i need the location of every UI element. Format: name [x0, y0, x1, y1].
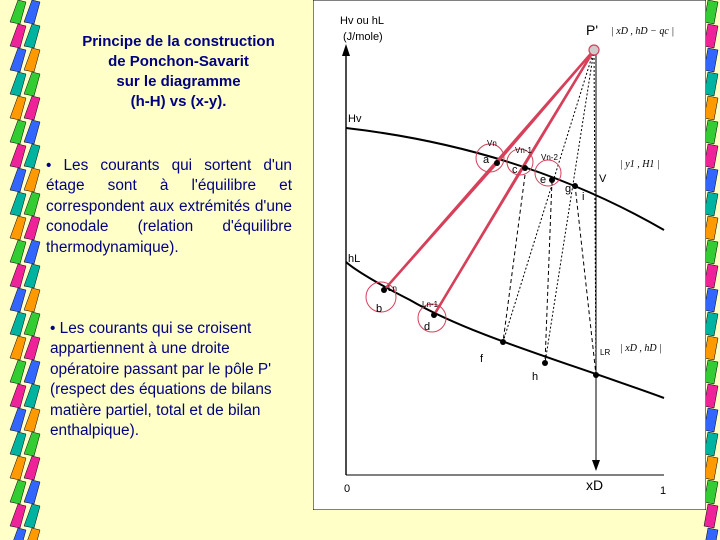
- title-line: de Ponchon-Savarit: [108, 53, 249, 70]
- hv-label: Hv: [348, 113, 362, 125]
- ribbon-tile: [10, 504, 26, 528]
- point-l: [593, 372, 599, 378]
- pole-coords: | xD , hD − qc |: [611, 26, 675, 37]
- ribbon-tile: [24, 312, 40, 336]
- ribbon-tile: [24, 240, 40, 264]
- point-h: [542, 360, 548, 366]
- point-i-label: i: [582, 191, 585, 203]
- ribbon-tile: [10, 72, 26, 96]
- ribbon-tile: [704, 24, 718, 48]
- ribbon-tile: [24, 360, 40, 384]
- point-e-label: e: [540, 174, 547, 186]
- ribbon-tile: [24, 216, 40, 240]
- ribbon-tile: [704, 168, 718, 192]
- point-f: [500, 339, 506, 345]
- ribbon-tile: [24, 0, 40, 24]
- ribbon-tile: [704, 408, 718, 432]
- point-f-label: f: [480, 353, 484, 365]
- ribbon-tile: [24, 456, 40, 480]
- ribbon-tile: [704, 432, 718, 456]
- title-line: sur le diagramme: [116, 73, 241, 90]
- stream-vn2-label: Vn-2: [541, 153, 558, 162]
- ribbon-tile: [10, 0, 26, 24]
- ribbon-tile: [704, 360, 718, 384]
- ribbon-tile: [24, 168, 40, 192]
- point-g-label: g: [565, 183, 572, 195]
- ribbon-tile: [10, 48, 26, 72]
- stream-vn-label: Vn: [487, 139, 497, 148]
- ribbon-tile: [10, 480, 26, 504]
- ribbon-tile: [10, 528, 26, 540]
- ribbon-tile: [24, 192, 40, 216]
- point-v: [572, 183, 578, 189]
- title-line: (h-H) vs (x-y).: [130, 93, 227, 110]
- ribbon-tile: [10, 24, 26, 48]
- ribbon-tile: [24, 408, 40, 432]
- v-label: V: [599, 173, 607, 185]
- ribbon-tile: [704, 216, 718, 240]
- ribbon-tile: [10, 120, 26, 144]
- ribbon-tile: [10, 264, 26, 288]
- ribbon-tile: [704, 96, 718, 120]
- ribbon-tile: [704, 288, 718, 312]
- pole-point: [589, 45, 599, 55]
- bullet-equilibrium: • Les courants qui sortent d'un étage sont à l'équilibre et correspondent aux extrémités d'une conodale (relation d'équilibre thermodynamique).: [46, 157, 292, 256]
- ribbon-tile: [704, 192, 718, 216]
- ribbon-tile: [24, 336, 40, 360]
- ribbon-tile: [704, 72, 718, 96]
- bullet-operating-lines: • Les courants qui se croisent appartiennent à une droite opératoire passant par le pôle P' (respect des équations de bilans matière partiel, total et de bilan enthalpique).: [50, 320, 272, 440]
- ribbon-tile: [24, 480, 40, 504]
- ribbon-tile: [704, 312, 718, 336]
- ponchon-savarit-diagram: [313, 0, 706, 510]
- point-b-label: b: [376, 303, 383, 315]
- ribbon-tile: [704, 264, 718, 288]
- point-d: [431, 312, 437, 318]
- ribbon-tile: [24, 264, 40, 288]
- ribbon-tile: [704, 456, 718, 480]
- ribbon-tile: [704, 120, 718, 144]
- x-min-label: 0: [344, 483, 351, 495]
- point-c: [522, 165, 528, 171]
- title-line: Principe de la construction: [82, 33, 275, 50]
- stream-vn1-label: Vn-1: [515, 146, 532, 155]
- slide-title: [46, 32, 311, 112]
- ribbon-tile: [10, 288, 26, 312]
- y-axis-unit: (J/mole): [343, 31, 383, 43]
- pole-label: P': [586, 22, 599, 38]
- ribbon-tile: [10, 432, 26, 456]
- ribbon-tile: [10, 240, 26, 264]
- point-a: [494, 160, 500, 166]
- y-axis-label: Hv ou hL: [340, 15, 385, 27]
- ribbon-tile: [704, 480, 718, 504]
- ribbon-tile: [10, 384, 26, 408]
- ribbon-tile: [10, 312, 26, 336]
- ribbon-tile: [704, 384, 718, 408]
- diagram-background: [313, 0, 706, 510]
- ribbon-tile: [24, 288, 40, 312]
- point-a-label: a: [483, 154, 490, 166]
- ribbon-tile: [10, 360, 26, 384]
- ribbon-tile: [10, 168, 26, 192]
- ribbon-tile: [704, 528, 718, 540]
- ribbon-tile: [24, 96, 40, 120]
- ribbon-tile: [24, 48, 40, 72]
- ribbon-tile: [704, 240, 718, 264]
- point-b: [381, 287, 387, 293]
- ribbon-tile: [10, 216, 26, 240]
- ribbon-tile: [24, 432, 40, 456]
- ribbon-tile: [24, 144, 40, 168]
- v-coords: | y1 , H1 |: [620, 159, 660, 170]
- ribbon-tile: [10, 336, 26, 360]
- stream-ln1-label: Ln-1: [422, 300, 439, 309]
- ribbon-tile: [704, 0, 718, 24]
- stream-ln-label: Ln: [388, 284, 397, 293]
- ribbon-tile: [24, 528, 40, 540]
- hl-label: hL: [348, 253, 361, 265]
- ribbon-tile: [24, 24, 40, 48]
- l-coords: | xD , hD |: [620, 343, 662, 354]
- ribbon-tile: [704, 336, 718, 360]
- ribbon-tile: [10, 144, 26, 168]
- l-label: LR: [600, 348, 611, 357]
- ribbon-tile: [24, 120, 40, 144]
- ribbon-tile: [10, 408, 26, 432]
- point-e: [549, 177, 555, 183]
- xd-label: xD: [586, 477, 604, 493]
- point-d-label: d: [424, 321, 431, 333]
- point-h-label: h: [532, 371, 539, 383]
- ribbon-tile: [24, 504, 40, 528]
- point-c-label: c: [512, 164, 518, 176]
- ribbon-tile: [704, 504, 718, 528]
- ribbon-tile: [704, 144, 718, 168]
- ribbon-tile: [10, 456, 26, 480]
- x-max-label: 1: [660, 485, 667, 497]
- ribbon-tile: [24, 384, 40, 408]
- ribbon-tile: [24, 72, 40, 96]
- ribbon-tile: [10, 192, 26, 216]
- ribbon-tile: [704, 48, 718, 72]
- ribbon-tile: [10, 96, 26, 120]
